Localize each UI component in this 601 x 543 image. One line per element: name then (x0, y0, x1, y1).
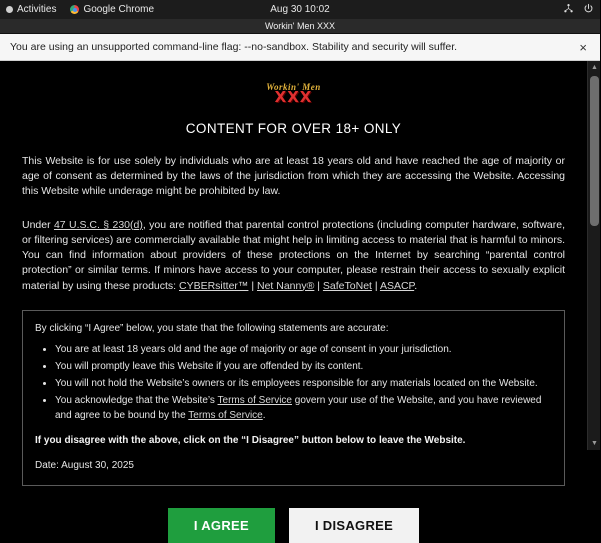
bullet4-post: . (262, 409, 266, 421)
site-logo-line1: Workin' Men (266, 82, 321, 92)
terms-of-service-link-2[interactable]: Terms of Service (188, 409, 263, 421)
activities-label: Activities (17, 4, 57, 15)
paragraph2-mid: , you are notified that parental control protections (including computer hardware, software, or filtering services) are commercially available that might help in limiting access to material that is harmful to minors. You can find information about providers of these protections on the Internet by searching “parental control protection” or similar terms. If minors have access to your computer, please restrain their access to sexually explicit material by using these products: (22, 218, 566, 292)
system-top-bar (0, 0, 600, 19)
site-logo-line2: XXX (274, 88, 313, 106)
power-icon[interactable] (583, 3, 594, 17)
site-logo[interactable] (22, 83, 565, 107)
age-paragraph: This Website is for use solely by individuals who are at least 18 years old and have reached the age of majority or age of consent as determined by the laws of the jurisdiction from which they are accessing the Website. Accessing this Website while underage might be prohibited by law. (22, 155, 565, 198)
app-menu-chrome[interactable] (70, 4, 154, 15)
window-title: Workin' Men XXX (264, 21, 336, 31)
scroll-down-icon[interactable]: ▼ (591, 440, 598, 447)
scroll-up-icon[interactable]: ▲ (591, 64, 598, 71)
page-scrollbar[interactable] (587, 61, 600, 450)
unsupported-flag-infobar (0, 34, 600, 61)
list-item: • You will promptly leave this Website if you are offended by its content. (55, 359, 552, 374)
bullet4-mid: govern your use of the Website, and you have reviewed and agree to be bound by the (55, 394, 542, 421)
cybersitter-link[interactable]: CYBERsitter™ (179, 279, 249, 292)
disagree-button[interactable]: I DISAGREE (289, 508, 419, 543)
agree-button[interactable]: I AGREE (168, 508, 275, 543)
age-verification-page (0, 61, 587, 533)
clock: Aug 30 10:02 (270, 4, 330, 15)
agreement-lead: By clicking “I Agree” below, you state that the following statements are accurate: (35, 322, 389, 334)
window-title-bar (0, 19, 600, 34)
bullet4-pre: You acknowledge that the Website’s (55, 394, 218, 406)
page-title: CONTENT FOR OVER 18+ ONLY (185, 121, 402, 136)
chrome-icon (70, 5, 79, 14)
network-icon[interactable] (563, 3, 574, 17)
agreement-bullet-list (35, 342, 552, 423)
parental-controls-paragraph: Under 47 U.S.C. § 230(d), you are notified that parental control protections (including computer hardware, software, or filtering services) are commercially available that might help in limiting access to material that is harmful to minors. You can find information about providers of these protections on the Internet by searching “parental control protection” or similar terms. If minors have access to your computer, please restrain their access to sexually explicit material by using these products: CYBERsitter™ | Net Nanny® | SafeToNet | ASACP. (22, 218, 566, 292)
app-menu-label: Google Chrome (83, 4, 155, 15)
list-item: • You are at least 18 years old and the age of majority or age of consent in your jurisdiction. (55, 342, 552, 357)
activities-dot-icon (6, 6, 13, 13)
infobar-message: You are using an unsupported command-line flag: --no-sandbox. Stability and security will suffer. (10, 41, 458, 53)
list-item: • You will not hold the Website’s owners or its employees responsible for any materials located on the Website. (55, 376, 552, 391)
scrollbar-thumb[interactable] (590, 76, 599, 226)
safetonet-link[interactable]: SafeToNet (322, 279, 372, 292)
date-line: Date: August 30, 2025 (35, 459, 134, 471)
list-item (55, 393, 552, 423)
activities-button[interactable] (6, 4, 56, 15)
browser-viewport (0, 61, 600, 533)
usc-link[interactable]: 47 U.S.C. § 230(d) (53, 218, 143, 231)
net-nanny-link[interactable]: Net Nanny® (257, 279, 315, 292)
terms-of-service-link[interactable]: Terms of Service (217, 394, 292, 406)
paragraph2-pre: Under (22, 218, 54, 231)
close-icon[interactable]: × (579, 39, 587, 55)
asacp-link[interactable]: ASACP (379, 279, 415, 292)
action-button-row (22, 508, 565, 543)
disagree-instruction: If you disagree with the above, click on the “I Disagree” button below to leave the Website. (35, 434, 466, 446)
agreement-box (22, 310, 565, 486)
